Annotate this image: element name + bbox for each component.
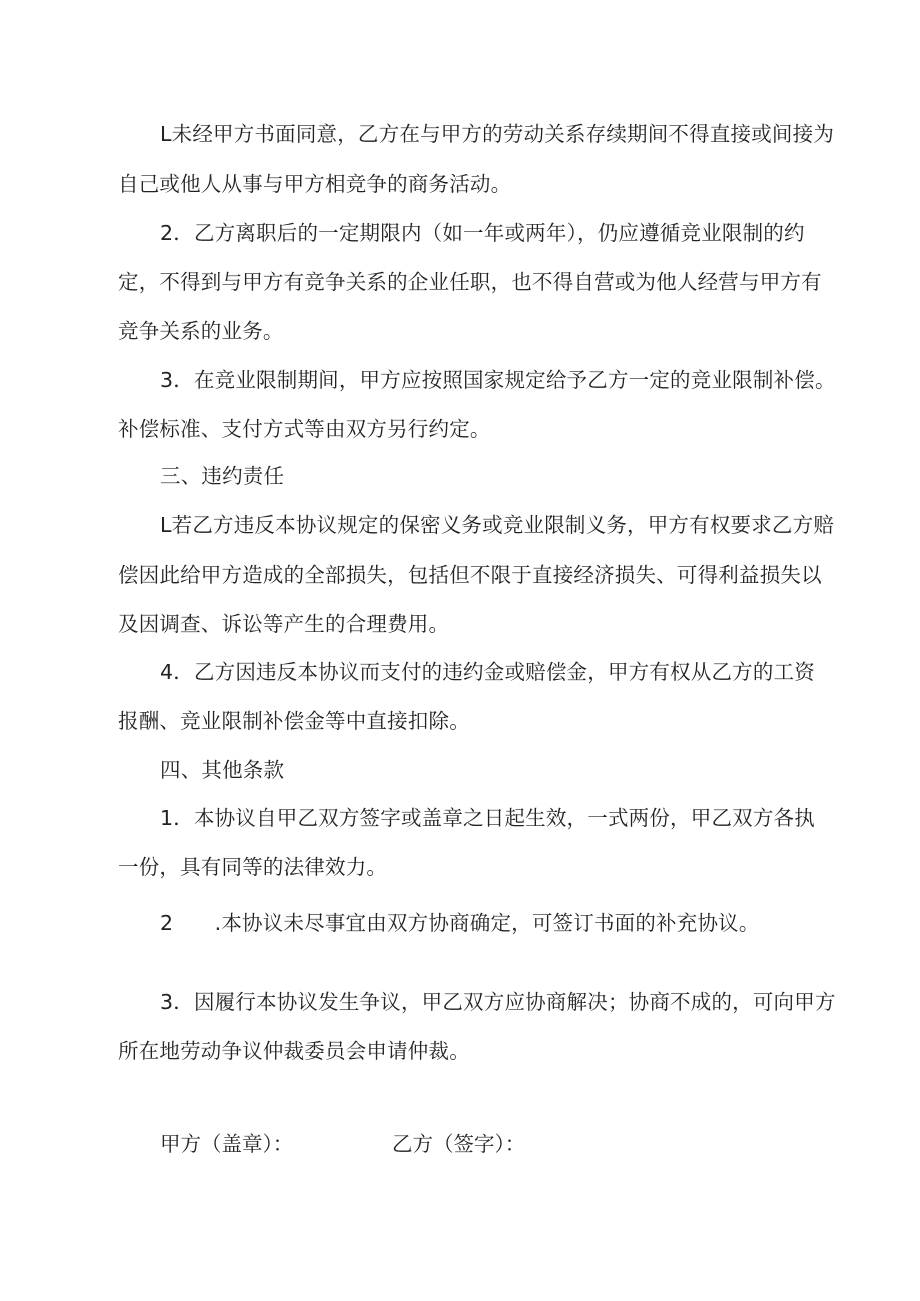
clause-4-2-line-1: 2 .本协议未尽事宜由双方协商确定，可签订书面的补充协议。	[160, 911, 760, 935]
clause-2-2-line-1: 2．乙方离职后的一定期限内（如一年或两年），仍应遵循竞业限制的约	[160, 221, 805, 245]
clause-3-4-line-1: 4．乙方因违反本协议而支付的违约金或赔偿金，甲方有权从乙方的工资	[160, 660, 815, 684]
party-b-signature-label: 乙方（签字）：	[392, 1132, 526, 1156]
clause-3-1-line-1: L若乙方违反本协议规定的保密义务或竞业限制义务，甲方有权要求乙方赔	[160, 513, 835, 537]
section-heading-liability: 三、违约责任	[160, 464, 285, 488]
clause-4-3-line-2: 所在地劳动争议仲裁委员会申请仲裁。	[118, 1039, 470, 1063]
clause-2-3-line-2: 补偿标准、支付方式等由双方另行约定。	[118, 417, 491, 441]
clause-2-1-line-2: 自己或他人从事与甲方相竞争的商务活动。	[118, 172, 512, 196]
section-heading-other-terms: 四、其他条款	[160, 758, 285, 782]
clause-3-4-line-2: 报酬、竞业限制补偿金等中直接扣除。	[118, 709, 470, 733]
party-a-seal-label: 甲方（盖章）：	[160, 1132, 294, 1156]
clause-3-1-line-2: 偿因此给甲方造成的全部损失，包括但不限于直接经济损失、可得利益损失以	[118, 563, 822, 587]
clause-3-1-line-3: 及因调查、诉讼等产生的合理费用。	[118, 612, 450, 636]
clause-4-1-line-2: 一份，具有同等的法律效力。	[118, 855, 388, 879]
clause-2-3-line-1: 3．在竞业限制期间，甲方应按照国家规定给予乙方一定的竞业限制补偿。	[160, 368, 836, 392]
clause-2-2-line-3: 竞争关系的业务。	[118, 319, 284, 343]
clause-2-2-line-2: 定，不得到与甲方有竞争关系的企业任职，也不得自营或为他人经营与甲方有	[118, 270, 822, 294]
clause-2-1-line-1: L未经甲方书面同意，乙方在与甲方的劳动关系存续期间不得直接或间接为	[160, 122, 835, 146]
clause-4-3-line-1: 3．因履行本协议发生争议，甲乙双方应协商解决；协商不成的，可向甲方	[160, 990, 836, 1014]
clause-4-1-line-1: 1．本协议自甲乙双方签字或盖章之日起生效，一式两份，甲乙双方各执	[160, 806, 815, 830]
